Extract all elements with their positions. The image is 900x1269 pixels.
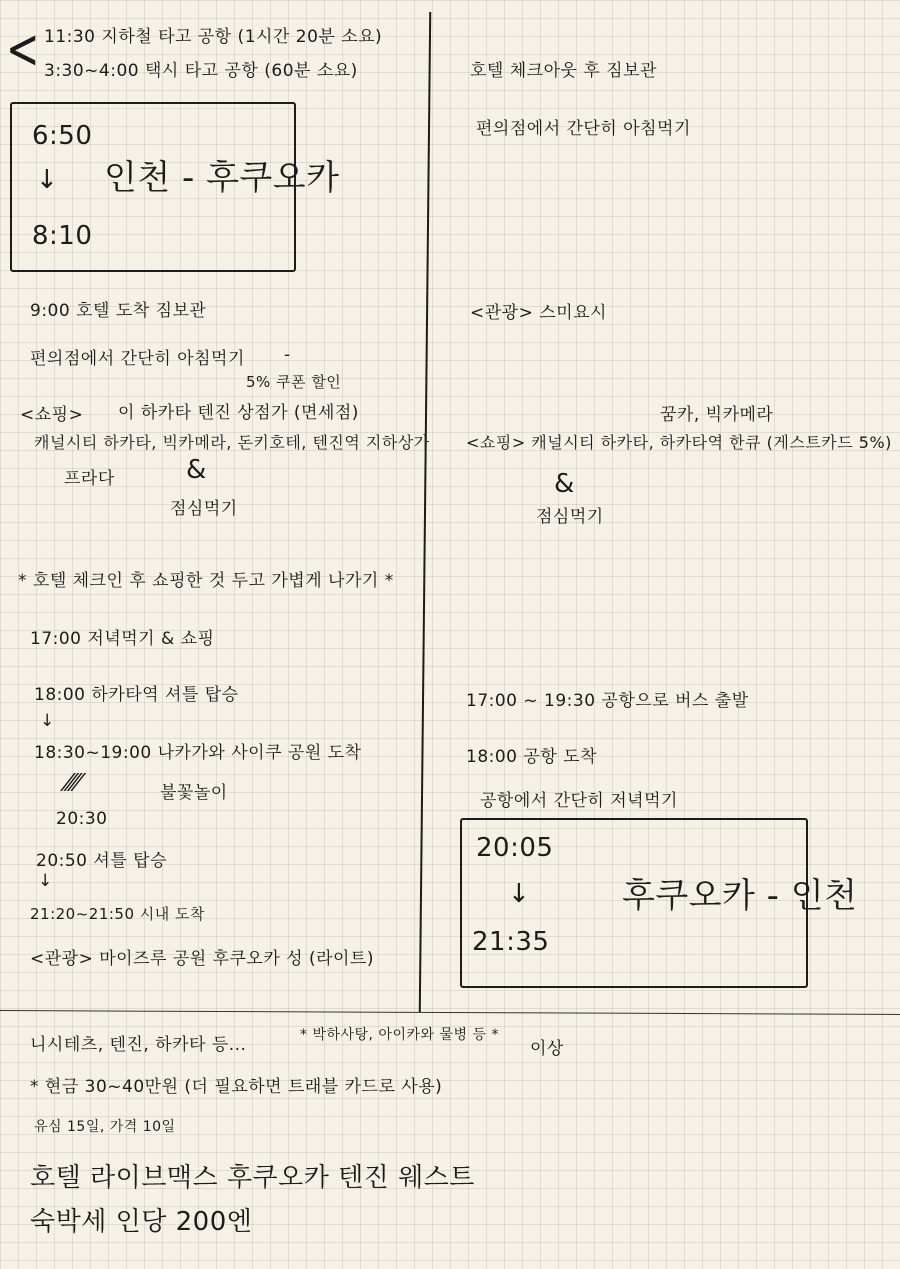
flight-route: 후쿠오카 - 인천 [622, 876, 858, 916]
flight-box-outbound [10, 102, 340, 272]
dash-mark: - [284, 345, 291, 365]
flight-depart-time: 6:50 [32, 121, 93, 151]
time-2030: 20:30 [56, 809, 108, 829]
fireworks-label: 불꽃놀이 [160, 783, 228, 803]
header-line-2: 3:30~4:00 택시 타고 공항 (60분 소요) [44, 61, 358, 81]
header-line-1: 11:30 지하철 타고 공항 (1시간 20분 소요) [44, 27, 383, 47]
checkout-line: 호텔 체크아웃 후 짐보관 [470, 61, 657, 81]
time-2120: 21:20~21:50 시내 도착 [30, 905, 206, 923]
arrow-down-icon: ↓ [38, 871, 53, 891]
bottom-line-1-end: 이상 [530, 1039, 564, 1059]
flight-route: 인천 - 후쿠오카 [104, 158, 340, 198]
breakfast-line: 편의점에서 간단히 아침먹기 [30, 349, 245, 369]
checkin-line: 9:00 호텔 도착 짐보관 [30, 301, 207, 321]
shopping-extra: 프라다 [64, 469, 115, 489]
bottom-line-1: 니시테츠, 텐진, 하카타 등... [30, 1035, 247, 1055]
dinner-line: 공항에서 간단히 저녁먹기 [480, 791, 678, 811]
arrow-down-icon: ↓ [40, 711, 55, 731]
time-1830: 18:30~19:00 나카가와 사이쿠 공원 도착 [34, 743, 362, 763]
flight-depart-time: 20:05 [476, 833, 554, 863]
discount-note: 5% 쿠폰 할인 [246, 373, 342, 391]
shopping-top-note-right: 꿈카, 빅카메라 [660, 405, 774, 425]
column-divider [419, 12, 431, 1012]
flight-arrive-time: 8:10 [32, 221, 93, 251]
time-1700-right: 17:00 ~ 19:30 공항으로 버스 출발 [466, 691, 749, 711]
lunch-line-right: 점심먹기 [536, 507, 604, 527]
bottom-line-3: 유심 15일, 가격 10일 [34, 1119, 176, 1135]
arrow-down-icon: ↓ [508, 879, 531, 909]
time-1800: 18:00 하카타역 셔틀 탑승 [34, 685, 239, 705]
bottom-line-1-note: * 박하사탕, 아이카와 물병 등 * [300, 1027, 499, 1043]
time-1700: 17:00 저녁먹기 & 쇼핑 [30, 629, 215, 649]
lunch-line: 점심먹기 [170, 499, 238, 519]
bracket-mark-icon: < [6, 17, 40, 83]
bottom-line-5: 숙박세 인당 200엔 [30, 1207, 253, 1237]
shopping-list: 캐널시티 하카타, 빅카메라, 돈키호테, 텐진역 지하상가 [34, 433, 430, 452]
shopping-top-line: 이 하카타 텐진 상점가 (면세점) [118, 403, 359, 423]
flight-box-return [460, 818, 858, 988]
section-divider [0, 1010, 900, 1015]
tour-label-right: <관광> 스미요시 [470, 303, 607, 323]
shopping-label: <쇼핑> [20, 405, 84, 425]
arrow-down-icon: ↓ [36, 165, 59, 195]
ampersand-mark: & [186, 455, 207, 485]
ampersand-mark: & [554, 469, 575, 499]
bottom-line-4: 호텔 라이브맥스 후쿠오카 텐진 웨스트 [30, 1163, 475, 1193]
shopping-line-right: <쇼핑> 캐널시티 하카타, 하카타역 한큐 (게스트카드 5%) [466, 433, 892, 452]
time-2050: 20:50 셔틀 탑승 [36, 851, 167, 871]
star-note: * 호텔 체크인 후 쇼핑한 것 두고 가볍게 나가기 * [18, 571, 394, 591]
tour-line: <관광> 마이즈루 공원 후쿠오카 성 (라이트) [30, 949, 375, 969]
breakfast-line-right: 편의점에서 간단히 아침먹기 [476, 119, 691, 139]
time-1800-right: 18:00 공항 도착 [466, 747, 597, 767]
hatch-mark: //// [58, 770, 84, 795]
flight-arrive-time: 21:35 [472, 927, 550, 957]
bottom-line-2: * 현금 30~40만원 (더 필요하면 트래블 카드로 사용) [30, 1077, 443, 1097]
